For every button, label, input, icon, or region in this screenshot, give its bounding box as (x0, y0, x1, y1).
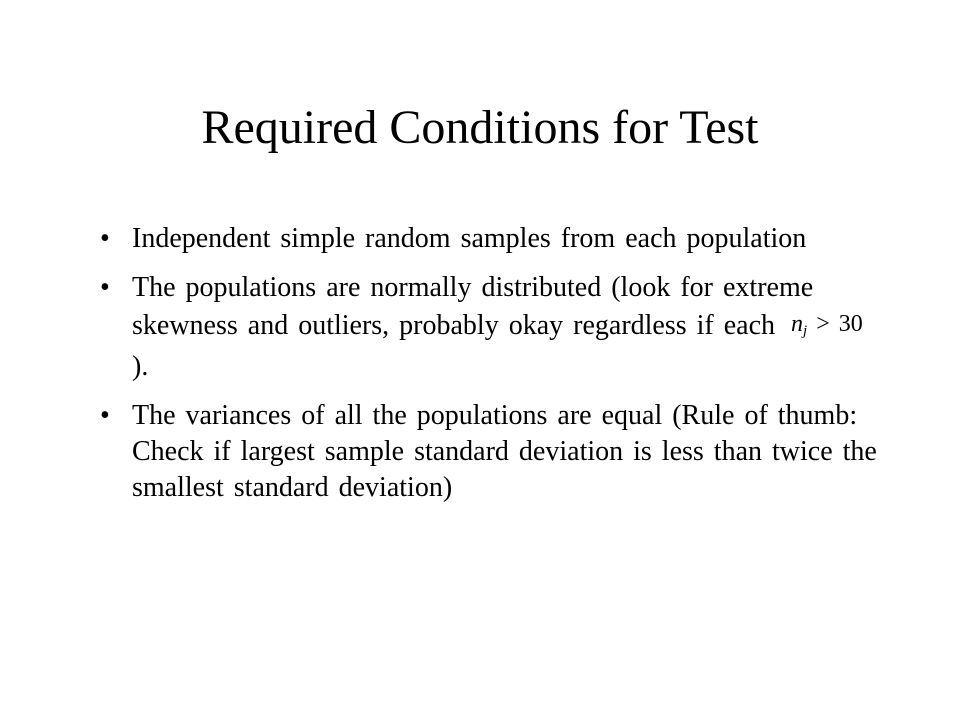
bullet-text: The populations are normally distributed (look for extreme skewness and outliers, probably okay regardless if each (132, 272, 814, 341)
formula-subscript: j (803, 323, 808, 339)
formula-relation: > 30 (816, 311, 863, 337)
slide-title: Required Conditions for Test (201, 101, 759, 154)
formula-variable: n (791, 311, 804, 337)
bullet-icon: • (100, 272, 110, 303)
bullet-item-normality (100, 270, 900, 385)
bullet-item-samples (100, 221, 900, 257)
bullet-list (100, 221, 900, 519)
bullet-text: Independent simple random samples from each population (132, 223, 807, 254)
bullet-text-end: ). (132, 351, 149, 382)
bullet-item-variances (100, 398, 900, 506)
bullet-icon: • (100, 223, 110, 254)
bullet-text: The variances of all the populations are equal (Rule of thumb: Check if largest sample standard deviation is less than twice the smallest standard deviation) (132, 400, 877, 503)
bullet-icon: • (100, 400, 110, 431)
sample-size-formula (775, 306, 889, 349)
